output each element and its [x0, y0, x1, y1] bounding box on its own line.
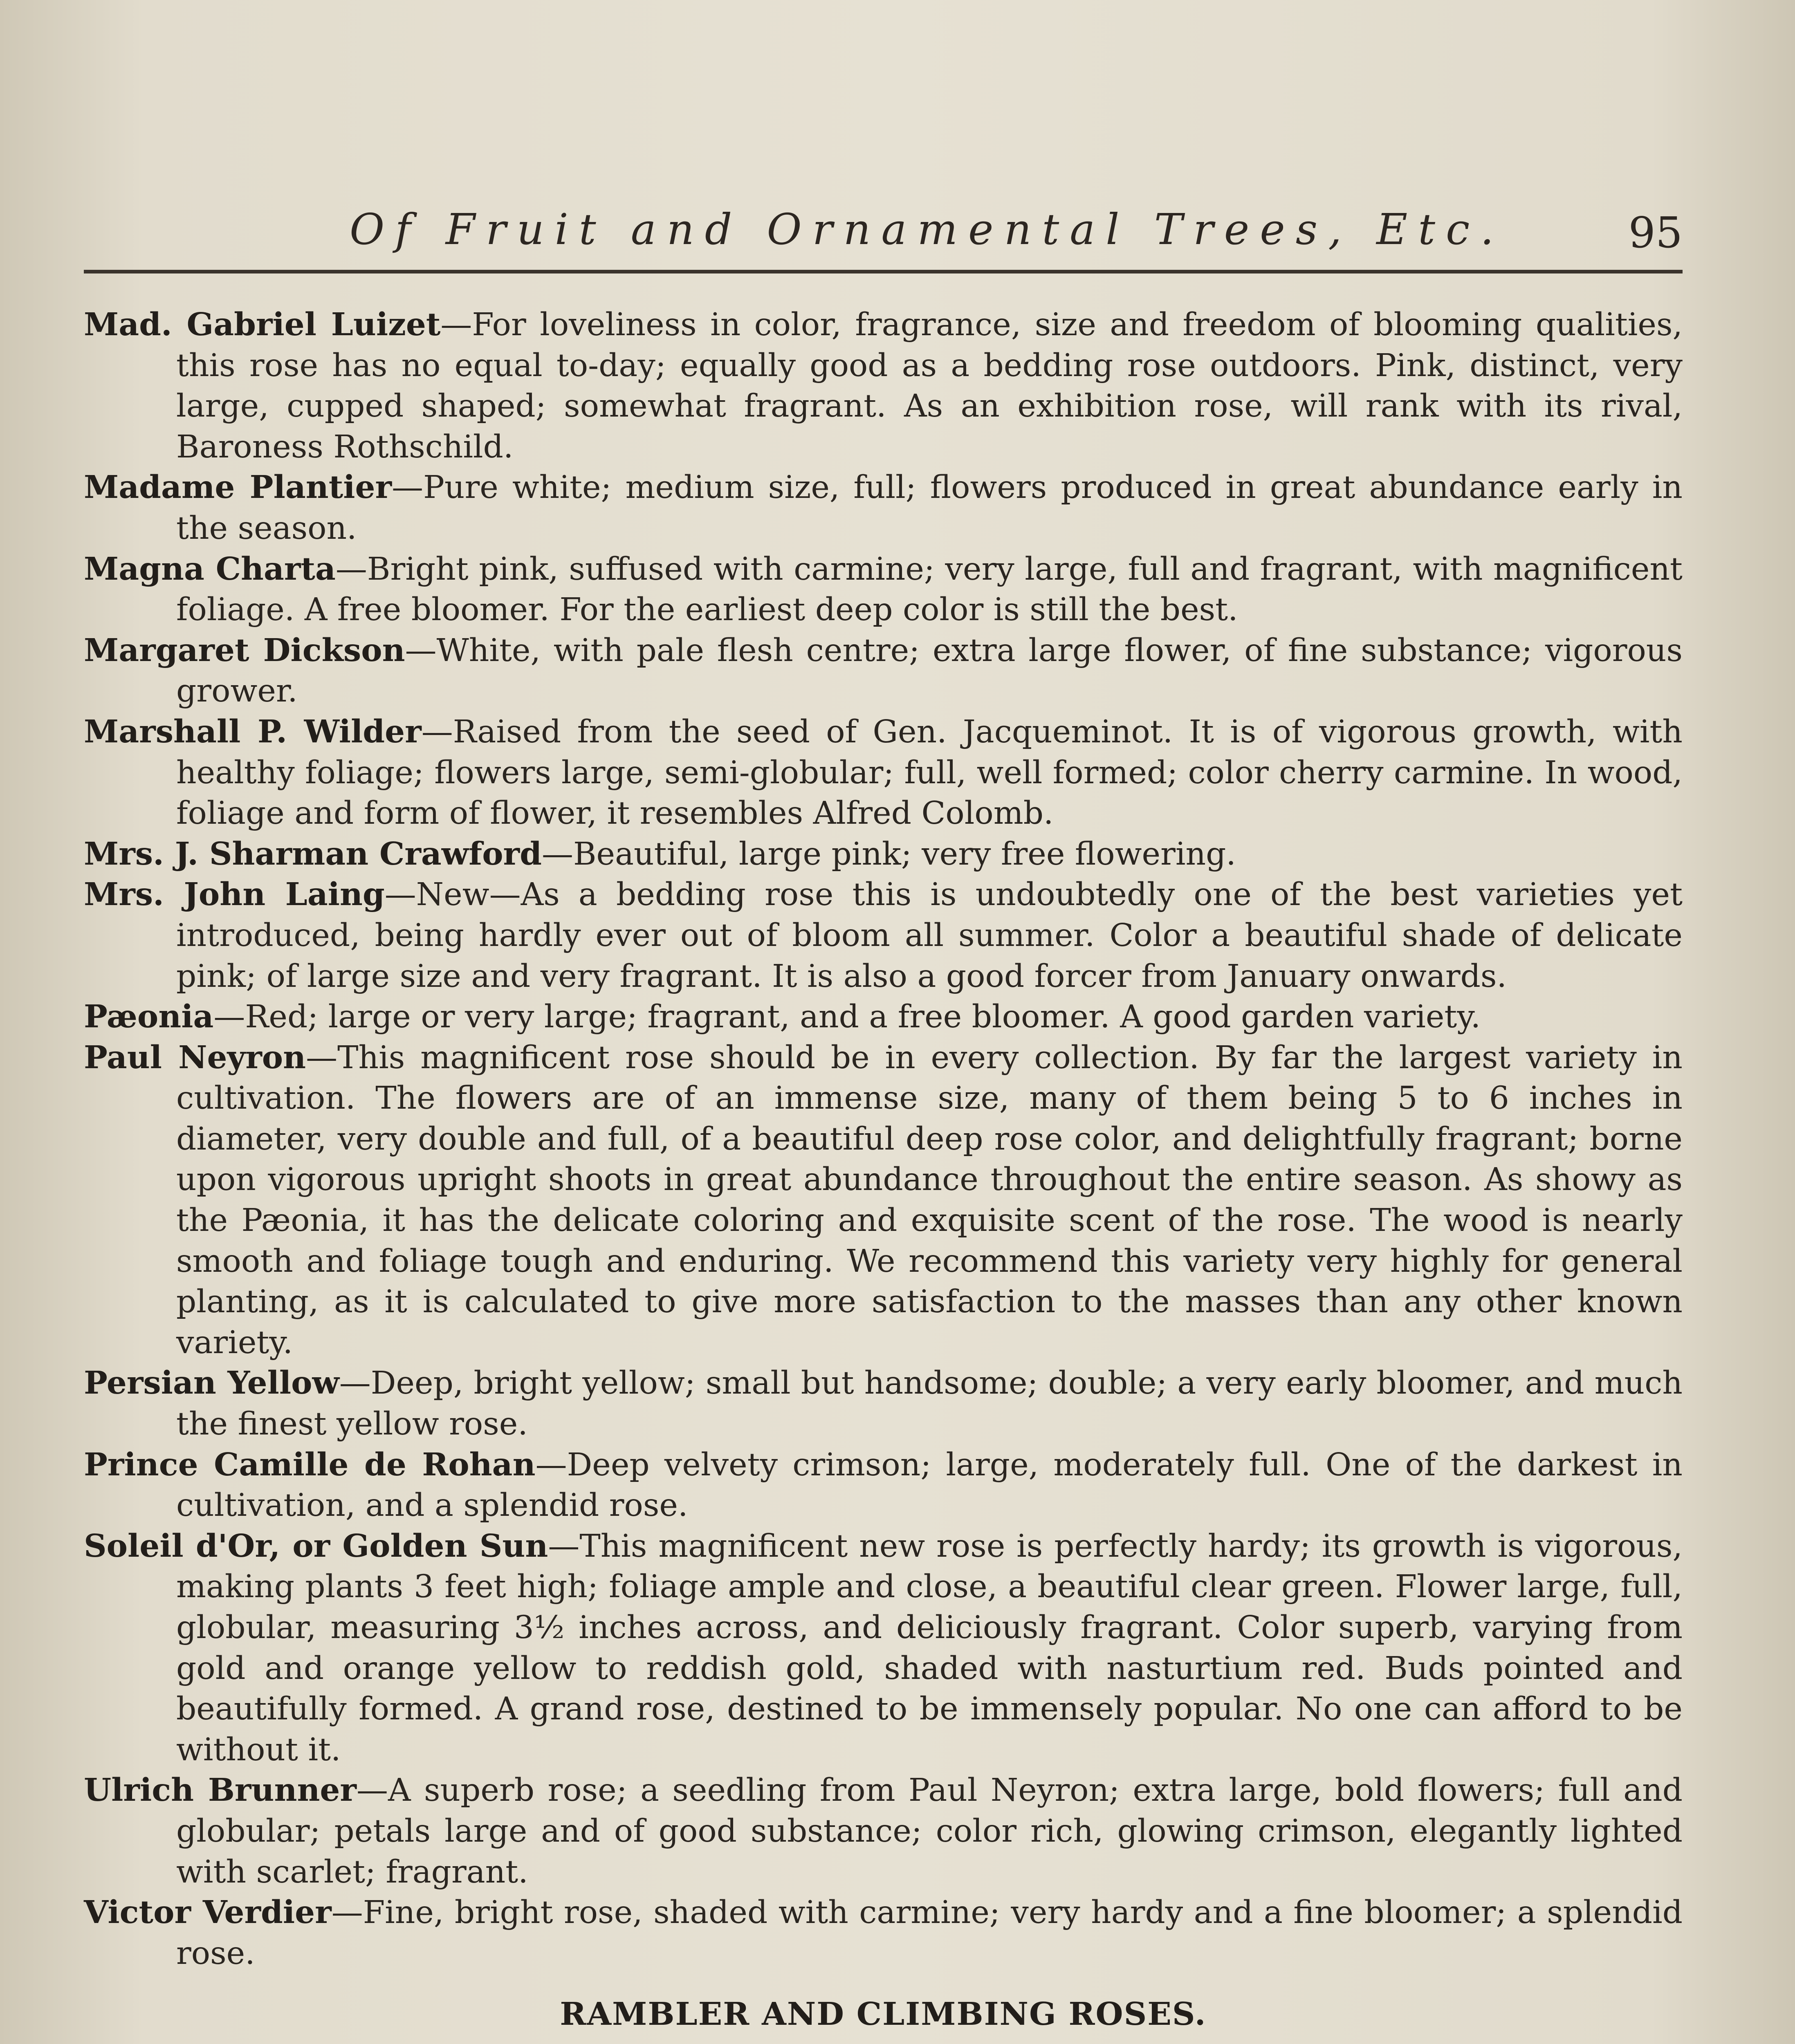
- rose-description: —Raised from the seed of Gen. Jacqueminot. It is of vigorous growth, with healthy foliage; flowers large, semi-globular; full, well formed; color cherry carmine. In wood, foliage and form of flower, it resembles Alfred Colomb.: [176, 713, 1683, 832]
- rose-entry: [84, 1892, 1683, 1974]
- rose-entry: [84, 1038, 1683, 1363]
- rose-name: Madame Plantier: [84, 469, 392, 506]
- rose-description: —Deep, bright yellow; small but handsome; double; a very early bloomer, and much the finest yellow rose.: [176, 1365, 1683, 1443]
- rose-name: Mrs. John Laing: [84, 876, 385, 913]
- running-title: Of Fruit and Ornamental Trees, Etc.: [350, 204, 1505, 254]
- rose-name: Pæonia: [84, 998, 214, 1035]
- page-header: [84, 192, 1683, 273]
- rose-name: Magna Charta: [84, 550, 336, 587]
- rose-description: —This magnificent new rose is perfectly hardy; its growth is vigorous, making plants 3 feet high; foliage ample and close, a beautiful clear green. Flower large, full, globular, measuring 3½ inches across, and deliciously fragrant. Color superb, varying from gold and orange yellow to reddish gold, shaded with nasturtium red. Buds pointed and beautifully formed. A grand rose, destined to be immensely popular. No one can afford to be without it.: [176, 1528, 1683, 1768]
- rose-description: —Pure white; medium size, full; flowers produced in great abundance early in the season.: [176, 469, 1683, 547]
- rose-description: —Deep velvety crimson; large, moderately full. One of the darkest in cultivation, and a splendid rose.: [176, 1446, 1683, 1524]
- rose-name: Prince Camille de Rohan: [84, 1446, 536, 1483]
- rose-entry-list: [84, 305, 1683, 1974]
- rose-description: —New—As a bedding rose this is undoubtedly one of the best varieties yet introduced, being hardly ever out of bloom all summer. Color a beautiful shade of delicate pink; of large size and very fragrant. It is also a good forcer from January onwards.: [176, 876, 1683, 995]
- page-number: 95: [1628, 208, 1683, 258]
- rose-entry: [84, 997, 1683, 1038]
- rose-entry: [84, 1445, 1683, 1526]
- rose-name: Ulrich Brunner: [84, 1772, 357, 1809]
- rose-name: Soleil d'Or, or Golden Sun: [84, 1527, 548, 1564]
- rose-description: —Fine, bright rose, shaded with carmine; very hardy and a fine bloomer; a splendid rose.: [176, 1894, 1683, 1972]
- rose-entry: [84, 549, 1683, 630]
- rose-name: Marshall P. Wilder: [84, 713, 422, 750]
- rose-entry: [84, 874, 1683, 997]
- rose-entry: [84, 1363, 1683, 1444]
- rose-description: —White, with pale flesh centre; extra large flower, of fine substance; vigorous grower.: [176, 632, 1683, 710]
- rose-description: —A superb rose; a seedling from Paul Neyron; extra large, bold flowers; full and globular; petals large and of good substance; color rich, glowing crimson, elegantly lighted with scarlet; fragrant.: [176, 1772, 1683, 1890]
- rose-name: Mad. Gabriel Luizet: [84, 306, 441, 343]
- rose-entry: [84, 467, 1683, 549]
- rose-description: —For loveliness in color, fragrance, size and freedom of blooming qualities, this rose has no equal to-day; equally good as a bedding rose outdoors. Pink, distinct, very large, cupped shaped; somewhat fragrant. As an exhibition rose, will rank with its rival, Baroness Rothschild.: [176, 307, 1683, 465]
- rose-entry: [84, 834, 1683, 875]
- rose-entry: [84, 712, 1683, 834]
- rose-name: Margaret Dickson: [84, 632, 405, 669]
- rose-entry: [84, 630, 1683, 712]
- rose-name: Persian Yellow: [84, 1365, 339, 1402]
- rose-name: Mrs. J. Sharman Crawford: [84, 835, 542, 872]
- rose-description: —Beautiful, large pink; very free flowering.: [541, 836, 1236, 872]
- rose-entry: [84, 1526, 1683, 1771]
- section-heading: RAMBLER AND CLIMBING ROSES.: [560, 1996, 1207, 2033]
- rose-entry: [84, 1770, 1683, 1892]
- rose-description: —Bright pink, suffused with carmine; very large, full and fragrant, with magnificent foliage. A free bloomer. For the earliest deep color is still the best.: [176, 551, 1683, 628]
- rose-name: Victor Verdier: [84, 1894, 332, 1931]
- rose-description: —This magnificent rose should be in every collection. By far the largest variety in cultivation. The flowers are of an immense size, many of them being 5 to 6 inches in diameter, very double and full, of a beautiful deep rose color, and delightfully fragrant; borne upon vigorous upright shoots in great abundance throughout the entire season. As showy as the Pæonia, it has the delicate coloring and exquisite scent of the rose. The wood is nearly smooth and foliage tough and enduring. We recommend this variety very highly for general planting, as it is calculated to give more satisfaction to the masses than any other known variety.: [176, 1039, 1683, 1361]
- rose-entry: [84, 305, 1683, 467]
- page-content: [84, 305, 1683, 2044]
- rose-description: —Red; large or very large; fragrant, and a free bloomer. A good garden variety.: [213, 999, 1481, 1035]
- rose-name: Paul Neyron: [84, 1039, 306, 1076]
